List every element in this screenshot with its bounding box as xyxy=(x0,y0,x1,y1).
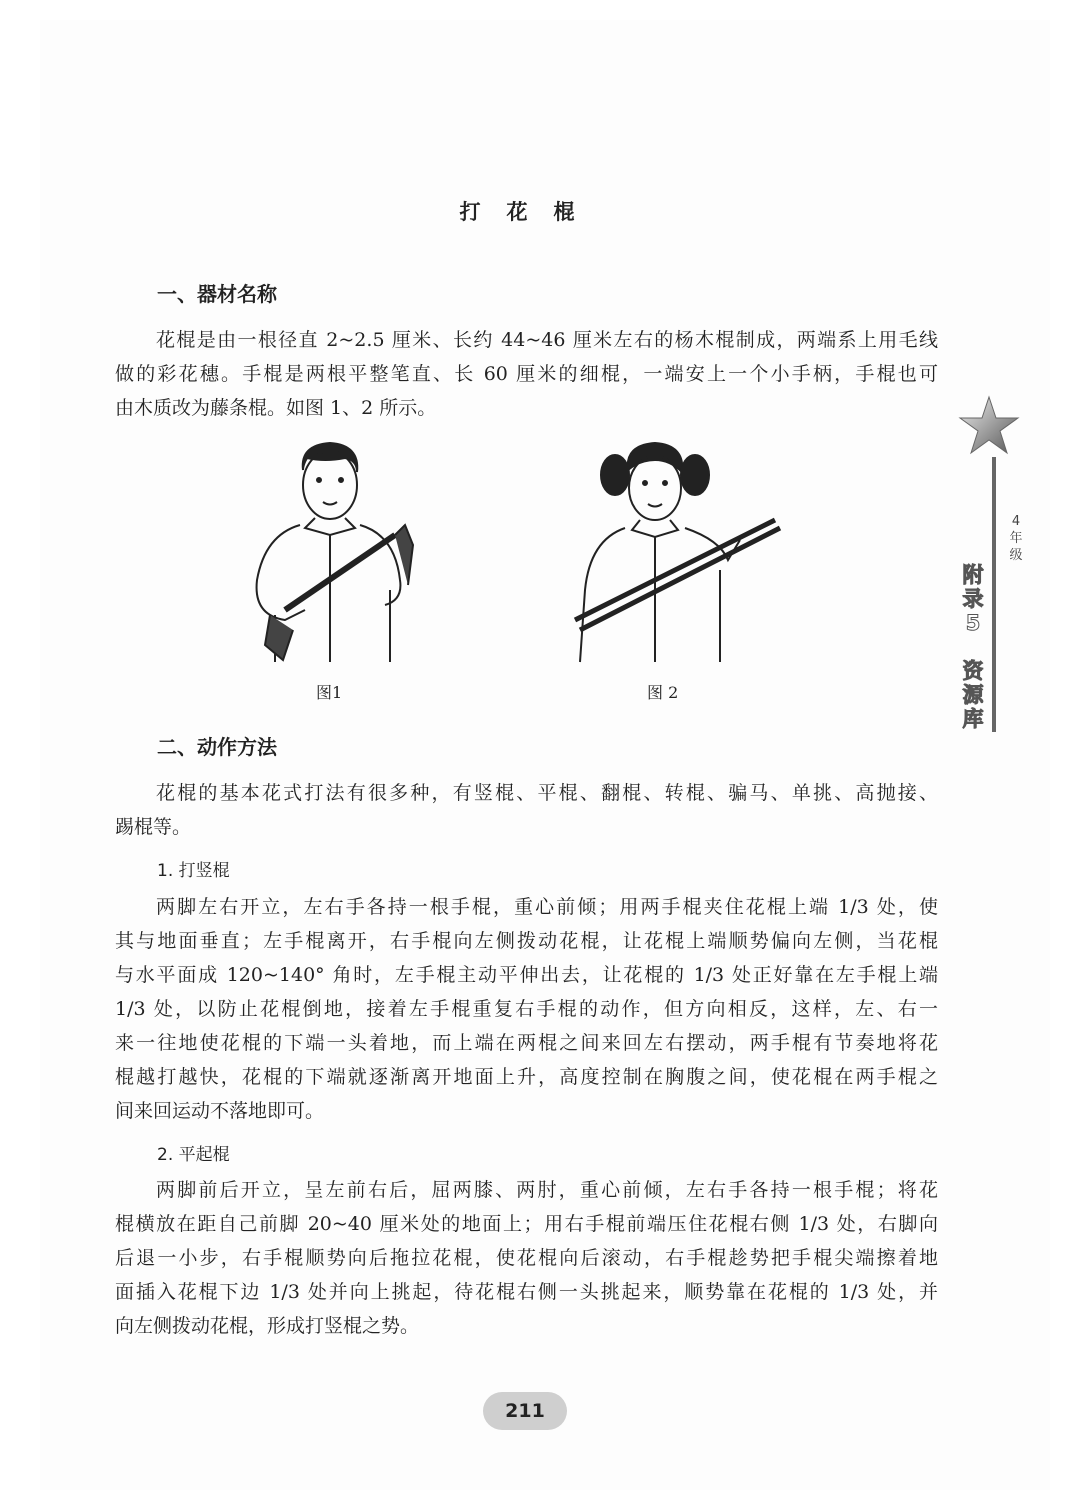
text-line: 与水平面成 120~140° 角时，左手棍主动平伸出去，让花棍的 1/3 处正好靠在左手棍上端 xyxy=(115,964,938,986)
text-line: 花棍的基本花式打法有很多种，有竖棍、平棍、翻棍、转棍、骗马、单挑、高抛接、 xyxy=(156,782,938,804)
paragraph-flat-lift xyxy=(115,1173,938,1343)
text-line: 面插入花棍下边 1/3 处并向上挑起，待花棍右侧一头挑起来，顺势靠在花棍的 1/3 处，并 xyxy=(115,1281,938,1303)
text-line: 后退一小步，右手棍顺势向后拖拉花棍，使花棍向后滚动，右手棍趁势把手棍尖端擦着地 xyxy=(115,1247,938,1269)
text-line: 两脚前后开立，呈左前右后，屈两膝、两肘，重心前倾，左右手各持一根手棍；将花 xyxy=(156,1179,938,1201)
text-line: 其与地面垂直；左手棍离开，右手棍向左侧拨动花棍，让花棍上端顺势偏向左侧，当花棍 xyxy=(115,930,938,952)
text-line: 来一往地使花棍的下端一头着地，而上端在两棍之间来回左右摆动，两手棍有节奏地将花 xyxy=(115,1032,938,1054)
text-line: 两脚左右开立，左右手各持一根手棍，重心前倾；用两手棍夹住花棍上端 1/3 处，使 xyxy=(156,896,938,918)
star-icon xyxy=(958,395,1020,457)
grade-label xyxy=(1008,513,1024,564)
sidebar-char: 库 xyxy=(962,707,984,731)
appendix-label xyxy=(960,563,986,731)
text-line: 做的彩花穗。手棍是两根平整笔直、长 60 厘米的细棍，一端安上一个小手柄，手棍也可 xyxy=(115,363,938,385)
text-line: 由木质改为藤条棍。如图 1、2 所示。 xyxy=(115,397,437,419)
page-title: 打花棍 xyxy=(459,200,601,224)
text-line: 棍横放在距自己前脚 20~40 厘米处的地面上；用右手棍前端压住花棍右侧 1/3 处，右脚向 xyxy=(115,1213,938,1235)
boy-holding-stick-illustration xyxy=(245,440,415,665)
paragraph-equipment xyxy=(115,323,938,425)
paragraph-vertical-stick xyxy=(115,890,938,1128)
text-line: 向左侧拨动花棍，形成打竖棍之势。 xyxy=(115,1315,420,1337)
girl-holding-sticks-illustration xyxy=(560,440,790,665)
text-line: 踢棍等。 xyxy=(115,816,192,838)
sidebar-char: 级 xyxy=(1009,548,1023,563)
sidebar-char: 录 xyxy=(962,587,984,611)
figure-2-caption: 图 2 xyxy=(647,683,679,702)
subheading-vertical-stick: 1. 打竖棍 xyxy=(157,861,230,881)
sidebar-char: 资 xyxy=(962,659,984,683)
section-heading-equipment: 一、器材名称 xyxy=(157,282,277,306)
section-heading-method: 二、动作方法 xyxy=(157,735,277,759)
text-line: 花棍是由一根径直 2~2.5 厘米、长约 44~46 厘米左右的杨木棍制成，两端系上用毛线 xyxy=(156,329,938,351)
text-line: 1/3 处，以防止花棍倒地，接着左手棍重复右手棍的动作，但方向相反，这样，左、右一 xyxy=(115,998,938,1020)
subheading-flat-lift: 2. 平起棍 xyxy=(157,1145,230,1165)
text-line: 间来回运动不落地即可。 xyxy=(115,1100,325,1122)
sidebar-char: 年 xyxy=(1009,531,1023,546)
sidebar-char: 源 xyxy=(962,683,984,707)
sidebar-char: 附 xyxy=(962,563,984,587)
figure-1-caption: 图1 xyxy=(316,683,343,702)
text-line: 棍越打越快，花棍的下端就逐渐离开地面上升，高度控制在胸腹之间，使花棍在两手棍之 xyxy=(115,1066,938,1088)
page-number: 211 xyxy=(483,1392,567,1430)
paragraph-method-intro xyxy=(115,776,938,844)
sidebar-char: 5 xyxy=(965,611,981,635)
sidebar-char xyxy=(960,635,986,659)
sidebar-char: 4 xyxy=(1011,514,1021,529)
chapter-sidebar xyxy=(950,395,1040,740)
sidebar-divider-bar xyxy=(992,457,996,732)
